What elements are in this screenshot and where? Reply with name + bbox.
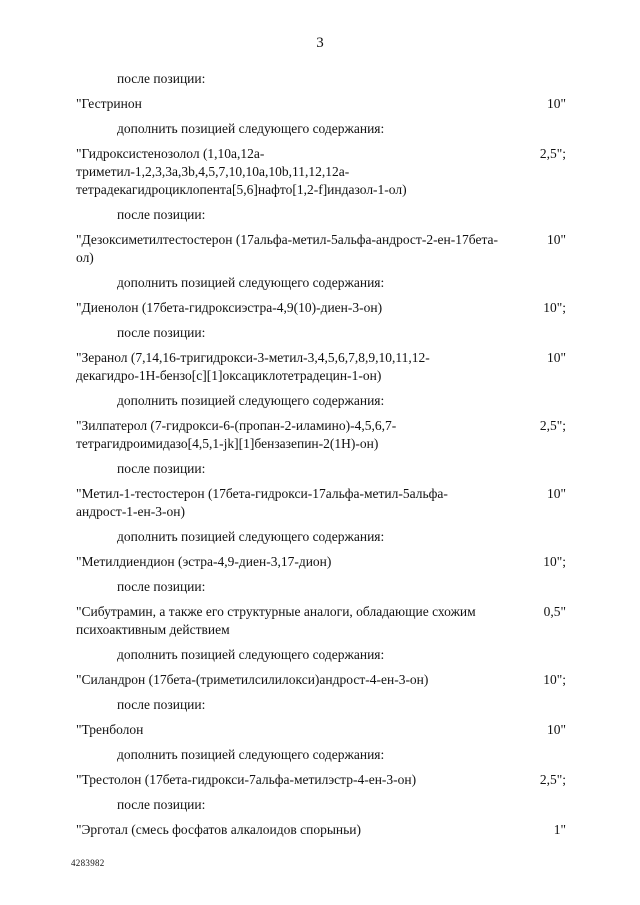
instruction-text: дополнить позицией следующего содержания:	[117, 121, 385, 136]
substance-name: "Гестринон	[76, 96, 142, 111]
substance-value: 10"	[546, 96, 566, 111]
substance-entry	[76, 485, 566, 521]
instruction-text: дополнить позицией следующего содержания:	[117, 529, 385, 544]
substance-name: "Дезоксиметилтестостерон (17альфа-метил-5альфа-андрост-2-ен-17бета-ол)	[76, 232, 499, 265]
substance-name: "Сибутрамин, а также его структурные аналоги, обладающие схожим психоактивным действием	[76, 604, 476, 637]
substance-entry	[76, 349, 566, 385]
substance-entry	[76, 299, 566, 317]
substance-name: "Диенолон (17бета-гидроксиэстра-4,9(10)-диен-3-он)	[76, 300, 383, 315]
substance-entry	[76, 771, 566, 789]
substance-entry	[76, 231, 566, 267]
substance-name: "Силандрон (17бета-(триметилсилилокси)андрост-4-ен-3-он)	[76, 672, 429, 687]
substance-value: 10"	[546, 722, 566, 737]
instruction-text: после позиции:	[117, 797, 206, 812]
substance-entry	[76, 417, 566, 453]
instruction-text: дополнить позицией следующего содержания:	[117, 393, 385, 408]
substance-entry	[76, 821, 566, 839]
substance-value: 1"	[553, 822, 566, 837]
substance-value: 10"	[546, 232, 566, 247]
substance-entry	[76, 603, 566, 639]
page-number: 3	[316, 35, 324, 51]
substance-value: 10";	[543, 554, 566, 569]
substance-value: 2,5";	[539, 418, 566, 433]
substance-value: 10"	[546, 486, 566, 501]
instruction-text: после позиции:	[117, 697, 206, 712]
substance-name: "Эрготал (смесь фосфатов алкалоидов спорыньи)	[76, 822, 361, 837]
instruction-text: дополнить позицией следующего содержания:	[117, 747, 385, 762]
substance-name: "Трестолон (17бета-гидрокси-7альфа-метилэстр-4-ен-3-он)	[76, 772, 417, 787]
substance-value: 10";	[543, 672, 566, 687]
substance-name: "Метил-1-тестостерон (17бета-гидрокси-17альфа-метил-5альфа-андрост-1-ен-3-он)	[76, 486, 448, 519]
substance-value: 2,5";	[539, 146, 566, 161]
instruction-text: после позиции:	[117, 325, 206, 340]
substance-entry	[76, 95, 566, 113]
instruction-text: после позиции:	[117, 461, 206, 476]
substance-name: "Тренболон	[76, 722, 144, 737]
substance-value: 10";	[543, 300, 566, 315]
substance-value: 10"	[546, 350, 566, 365]
document-id: 4283982	[71, 858, 105, 868]
substance-entry	[76, 721, 566, 739]
substance-entry	[76, 671, 566, 689]
substance-name: "Метилдиендион (эстра-4,9-диен-3,17-дион)	[76, 554, 332, 569]
document-body	[76, 70, 566, 846]
substance-entry	[76, 145, 566, 199]
instruction-text: дополнить позицией следующего содержания:	[117, 275, 385, 290]
instruction-text: после позиции:	[117, 579, 206, 594]
substance-name: "Гидроксистенозолол (1,10a,12a-триметил-1,2,3,3a,3b,4,5,7,10,10a,10b,11,12,12a-тетрадекагидроциклопента[5,6]нафто[1,2-f]индазол-1-ол)	[76, 146, 407, 197]
substance-entry	[76, 553, 566, 571]
substance-value: 0,5"	[543, 604, 566, 619]
instruction-text: после позиции:	[117, 71, 206, 86]
instruction-text: дополнить позицией следующего содержания:	[117, 647, 385, 662]
substance-name: "Зилпатерол (7-гидрокси-6-(пропан-2-иламино)-4,5,6,7-тетрагидроимидазо[4,5,1-jk][1]бензазепин-2(1H)-он)	[76, 418, 397, 451]
substance-value: 2,5";	[539, 772, 566, 787]
substance-name: "Зеранол (7,14,16-тригидрокси-3-метил-3,4,5,6,7,8,9,10,11,12-декагидро-1Н-бензо[c][1]оксациклотетрадецин-1-он)	[76, 350, 430, 383]
instruction-text: после позиции:	[117, 207, 206, 222]
